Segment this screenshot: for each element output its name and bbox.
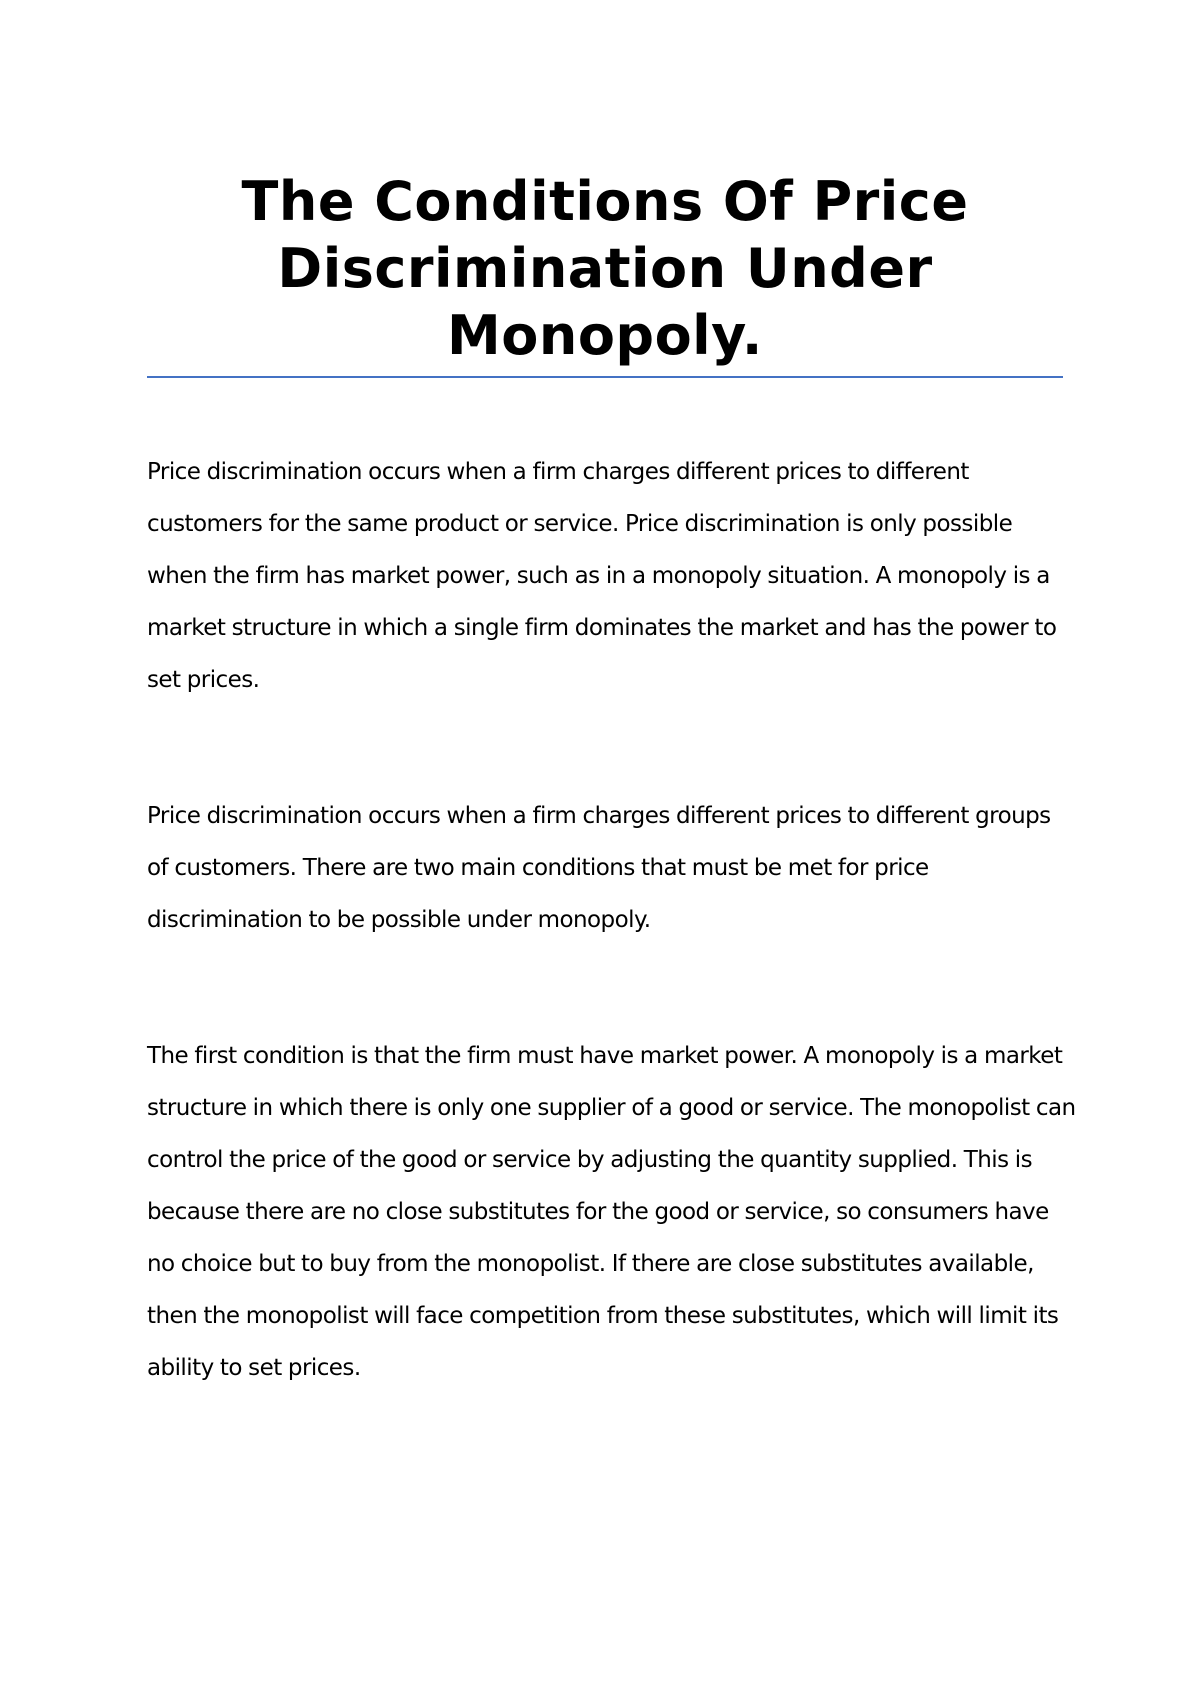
title-block: [147, 168, 1063, 369]
title-underline-rule: [147, 376, 1063, 378]
paragraph-1: Price discrimination occurs when a firm charges different prices to different customers for the same product or service. Price discrimination is only possible when the firm has market power, such as in a monopoly situation. A monopoly is a market structure in which a single firm dominates the market and has the power to set prices.: [147, 459, 1057, 693]
paragraph-2: Price discrimination occurs when a firm charges different prices to different groups of customers. There are two main conditions that must be met for price discrimination to be possible under monopoly.: [147, 803, 1051, 933]
paragraph-3: The first condition is that the firm must have market power. A monopoly is a market structure in which there is only one supplier of a good or service. The monopolist can control the price of the good or service by adjusting the quantity supplied. This is because there are no close substitutes for the good or service, so consumers have no choice but to buy from the monopolist. If there are close substitutes available, then the monopolist will face competition from these substitutes, which will limit its ability to set prices.: [147, 1043, 1076, 1381]
document-body: [147, 446, 1077, 1394]
document-title: The Conditions Of Price Discrimination Under Monopoly.: [241, 170, 969, 367]
